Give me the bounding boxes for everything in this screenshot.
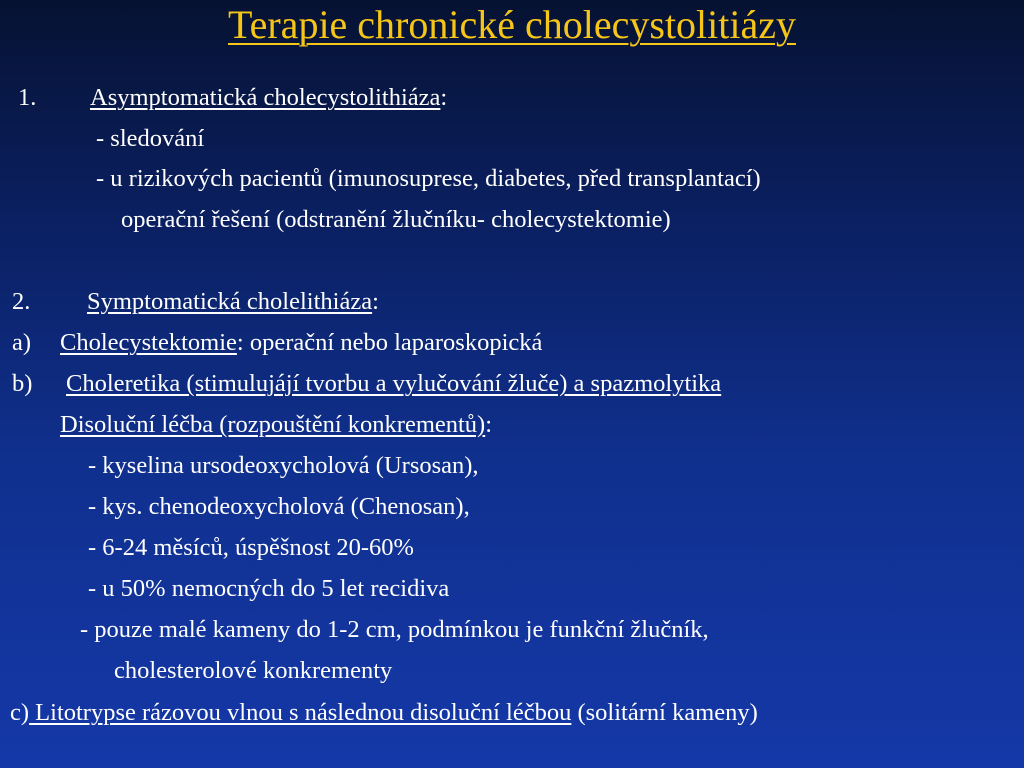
section1-line-3: operační řešení (odstranění žlučníku- cholecystektomie): [121, 206, 671, 233]
slide-title: Terapie chronické cholecystolitiázy: [227, 2, 797, 47]
item-c-link: Litotrypse rázovou vlnou s následnou disoluční léčbou: [29, 699, 572, 726]
dissolution-link: Disoluční léčba (rozpouštění konkrementů): [60, 411, 486, 438]
section1-colon: :: [440, 84, 448, 111]
dissolution-item-6: cholesterolové konkrementy: [114, 657, 393, 684]
item-c-marker: c): [10, 699, 30, 726]
item-c-line: [10, 698, 758, 728]
section2-colon: :: [372, 288, 379, 315]
section1-line-2: - u rizikových pacientů (imunosuprese, diabetes, před transplantací): [96, 165, 761, 192]
section2-heading-line: [12, 287, 379, 317]
dissolution-colon: :: [485, 411, 493, 438]
item-b-line: [12, 369, 721, 399]
dissolution-item-2: - kys. chenodeoxycholová (Chenosan),: [88, 493, 470, 520]
section1-line-1: - sledování: [96, 125, 205, 152]
item-a-marker: a): [12, 329, 32, 356]
dissolution-item-5: - pouze malé kameny do 1-2 cm, podmínkou je funkční žlučník,: [80, 616, 709, 643]
item-a-line: [12, 328, 542, 358]
section2-number: 2.: [12, 288, 31, 315]
section1-heading: Asymptomatická cholecystolithiáza: [90, 84, 441, 111]
section1-heading-line: [18, 83, 447, 113]
section1-number: 1.: [18, 84, 37, 111]
item-a-rest: : operační nebo laparoskopická: [236, 329, 543, 356]
item-b-link: Choleretika (stimulujájí tvorbu a vylučování žluče) a spazmolytika: [66, 370, 722, 397]
dissolution-item-1: - kyselina ursodeoxycholová (Ursosan),: [88, 452, 479, 479]
dissolution-line: [60, 410, 492, 440]
item-c-rest: (solitární kameny): [571, 699, 758, 726]
section2-heading: Symptomatická cholelithiáza: [87, 288, 373, 315]
item-b-marker: b): [12, 370, 33, 397]
item-a-link: Cholecystektomie: [60, 329, 237, 356]
dissolution-item-3: - 6-24 měsíců, úspěšnost 20-60%: [88, 534, 414, 561]
dissolution-item-4: - u 50% nemocných do 5 let recidiva: [88, 575, 450, 602]
